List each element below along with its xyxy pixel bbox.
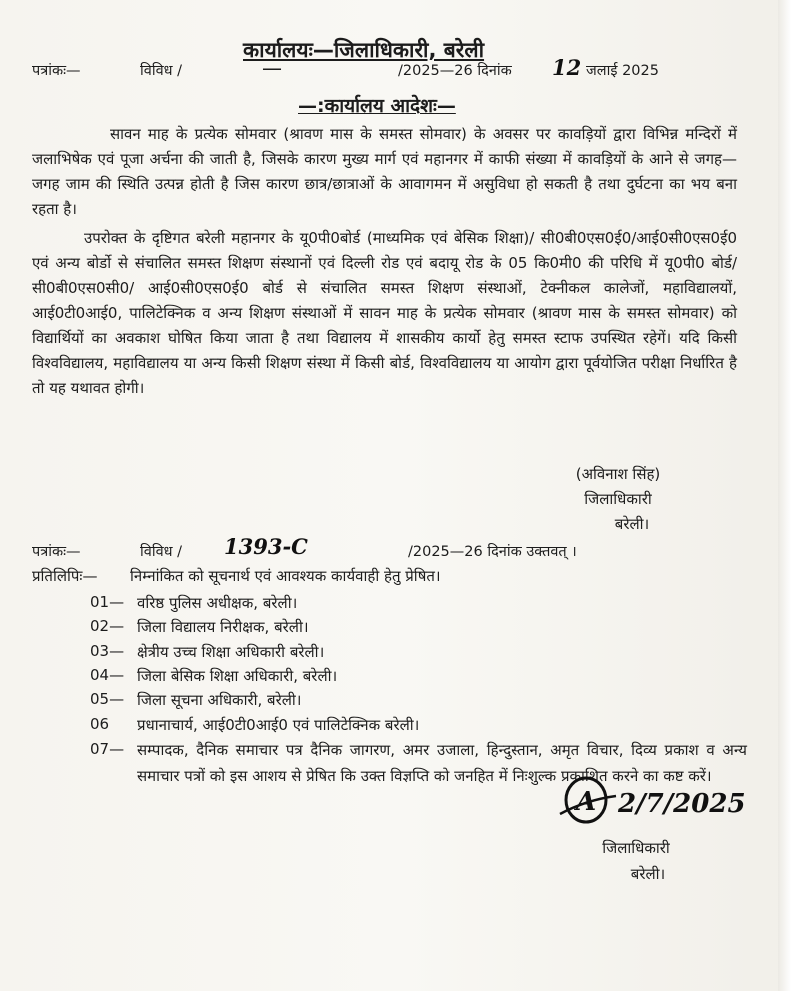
- copy-intro-text: निम्नांकित को सूचनार्थ एवं आवश्यक कार्यवाही हेतु प्रेषित।: [130, 567, 441, 585]
- recipient-number: 05—: [90, 690, 125, 708]
- recipient-item: प्रधानाचार्य, आई0टी0आई0 एवं पालिटेक्निक बरेली।: [137, 716, 420, 734]
- copy-label: प्रतिलिपिः—: [32, 567, 98, 585]
- recipient-number: 06: [90, 715, 110, 733]
- recipient-number: 07—: [90, 740, 125, 758]
- recipient-number: 01—: [90, 593, 125, 611]
- ref-year: /2025—26 दिनांक: [398, 63, 512, 79]
- ref-type: विविध /: [140, 63, 183, 79]
- signatory-place: बरेली।: [614, 515, 650, 533]
- recipient-item: क्षेत्रीय उच्च शिक्षा अधिकारी बरेली।: [137, 643, 325, 661]
- copy-ref-number-handwritten: 1393-C: [224, 534, 308, 559]
- order-paragraph-2: उपरोक्त के दृष्टिगत बरेली महानगर के यू0पी0बोर्ड (माध्यमिक एवं बेसिक शिक्षा)/ सी0बी0एस0ई0/आई0सी0एस0ई0 एवं अन्य बोर्डो से संचालित समस्त शिक्षण संस्थानों एवं दिल्ली रोड एवं बदायू रोड के 05 कि0मी0 की परिधि में यू0पी0 बोर्ड/सी0बी0एस0सी0/ आई0सी0एस0ई0 बोर्ड से संचालित समस्त शिक्षण संस्थाओं, टेक्नीकल कालेजों, महाविद्यालयों, आई0टी0आई0, पालिटेक्निक व अन्य शिक्षण संस्थाओं में सावन माह के प्रत्येक सोमवार (श्रावण मास के समस्त सोमवार) को विद्यार्थियों का अवकाश घोषित किया जाता है तथा विद्यालय में शासकीय कार्यो हेतु समस्त स्टाफ उपस्थित रहेगें। यदि किसी विश्वविद्यालय, महाविद्यालय या अन्य किसी शिक्षण संस्था में किसी बोर्ड, विश्वविद्यालय या आयोग द्वारा पूर्वयोजित परीक्षा निर्धारित है तो यह यथावत होगी।: [32, 229, 737, 397]
- date-month-year: जलाई 2025: [586, 63, 659, 79]
- recipient-item: जिला विद्यालय निरीक्षक, बरेली।: [137, 618, 309, 636]
- copy-ref-year: /2025—26 दिनांक उक्तवत् ।: [408, 544, 577, 560]
- signatory-designation: जिलाधिकारी: [584, 490, 652, 508]
- recipient-item: वरिष्ठ पुलिस अधीक्षक, बरेली।: [137, 594, 298, 612]
- recipient-number: 04—: [90, 666, 125, 684]
- recipient-item-long: सम्पादक, दैनिक समाचार पत्र दैनिक जागरण, अमर उजाला, हिन्दुस्तान, अमृत विचार, दिव्य प्रकाश व अन्य समाचार पत्रों को इस आशय से प्रेषित कि उक्त विज्ञप्ति को जनहित में निःशुल्क प्रकाशित करने का कष्ट करें।: [137, 741, 747, 785]
- signature-initial: A: [576, 787, 597, 817]
- footer-place: बरेली।: [630, 865, 666, 883]
- signatory-name: (अविनाश सिंह): [575, 465, 661, 483]
- footer-designation: जिलाधिकारी: [602, 839, 670, 857]
- copy-ref-label: पत्रांकः—: [32, 544, 81, 560]
- date-day-handwritten: 12: [552, 55, 582, 80]
- signature-date: 2/7/2025: [618, 789, 746, 819]
- office-title: कार्यालयः—जिलाधिकारी, बरेली: [243, 38, 485, 62]
- order-paragraph-1: सावन माह के प्रत्येक सोमवार (श्रावण मास के समस्त सोमवार) के अवसर पर कावड़ियों द्वारा विभिन्न मन्दिरों में जलाभिषेक एवं पूजा अर्चना की जाती है, जिसके कारण मुख्य मार्ग एवं महानगर में काफी संख्या में कावड़ियों के आने से जगह—जगह जाम की स्थिति उत्पन्न होती है जिस कारण छात्र/छात्राओं के आवागमन में असुविधा हो सकती है तथा दुर्घटना का भय बना रहता है।: [32, 125, 737, 218]
- page-edge: [778, 0, 800, 991]
- ref-label: पत्रांकः—: [32, 63, 81, 79]
- recipient-item: जिला बेसिक शिक्षा अधिकारी, बरेली।: [137, 667, 338, 685]
- copy-ref-type: विविध /: [140, 544, 183, 560]
- recipient-number: 02—: [90, 617, 125, 635]
- order-heading: —:कार्यालय आदेशः—: [298, 95, 456, 117]
- handwritten-signature: [556, 770, 756, 830]
- recipient-number: 03—: [90, 642, 125, 660]
- recipient-item: जिला सूचना अधिकारी, बरेली।: [137, 691, 302, 709]
- ref-blank-dash: —: [262, 56, 282, 80]
